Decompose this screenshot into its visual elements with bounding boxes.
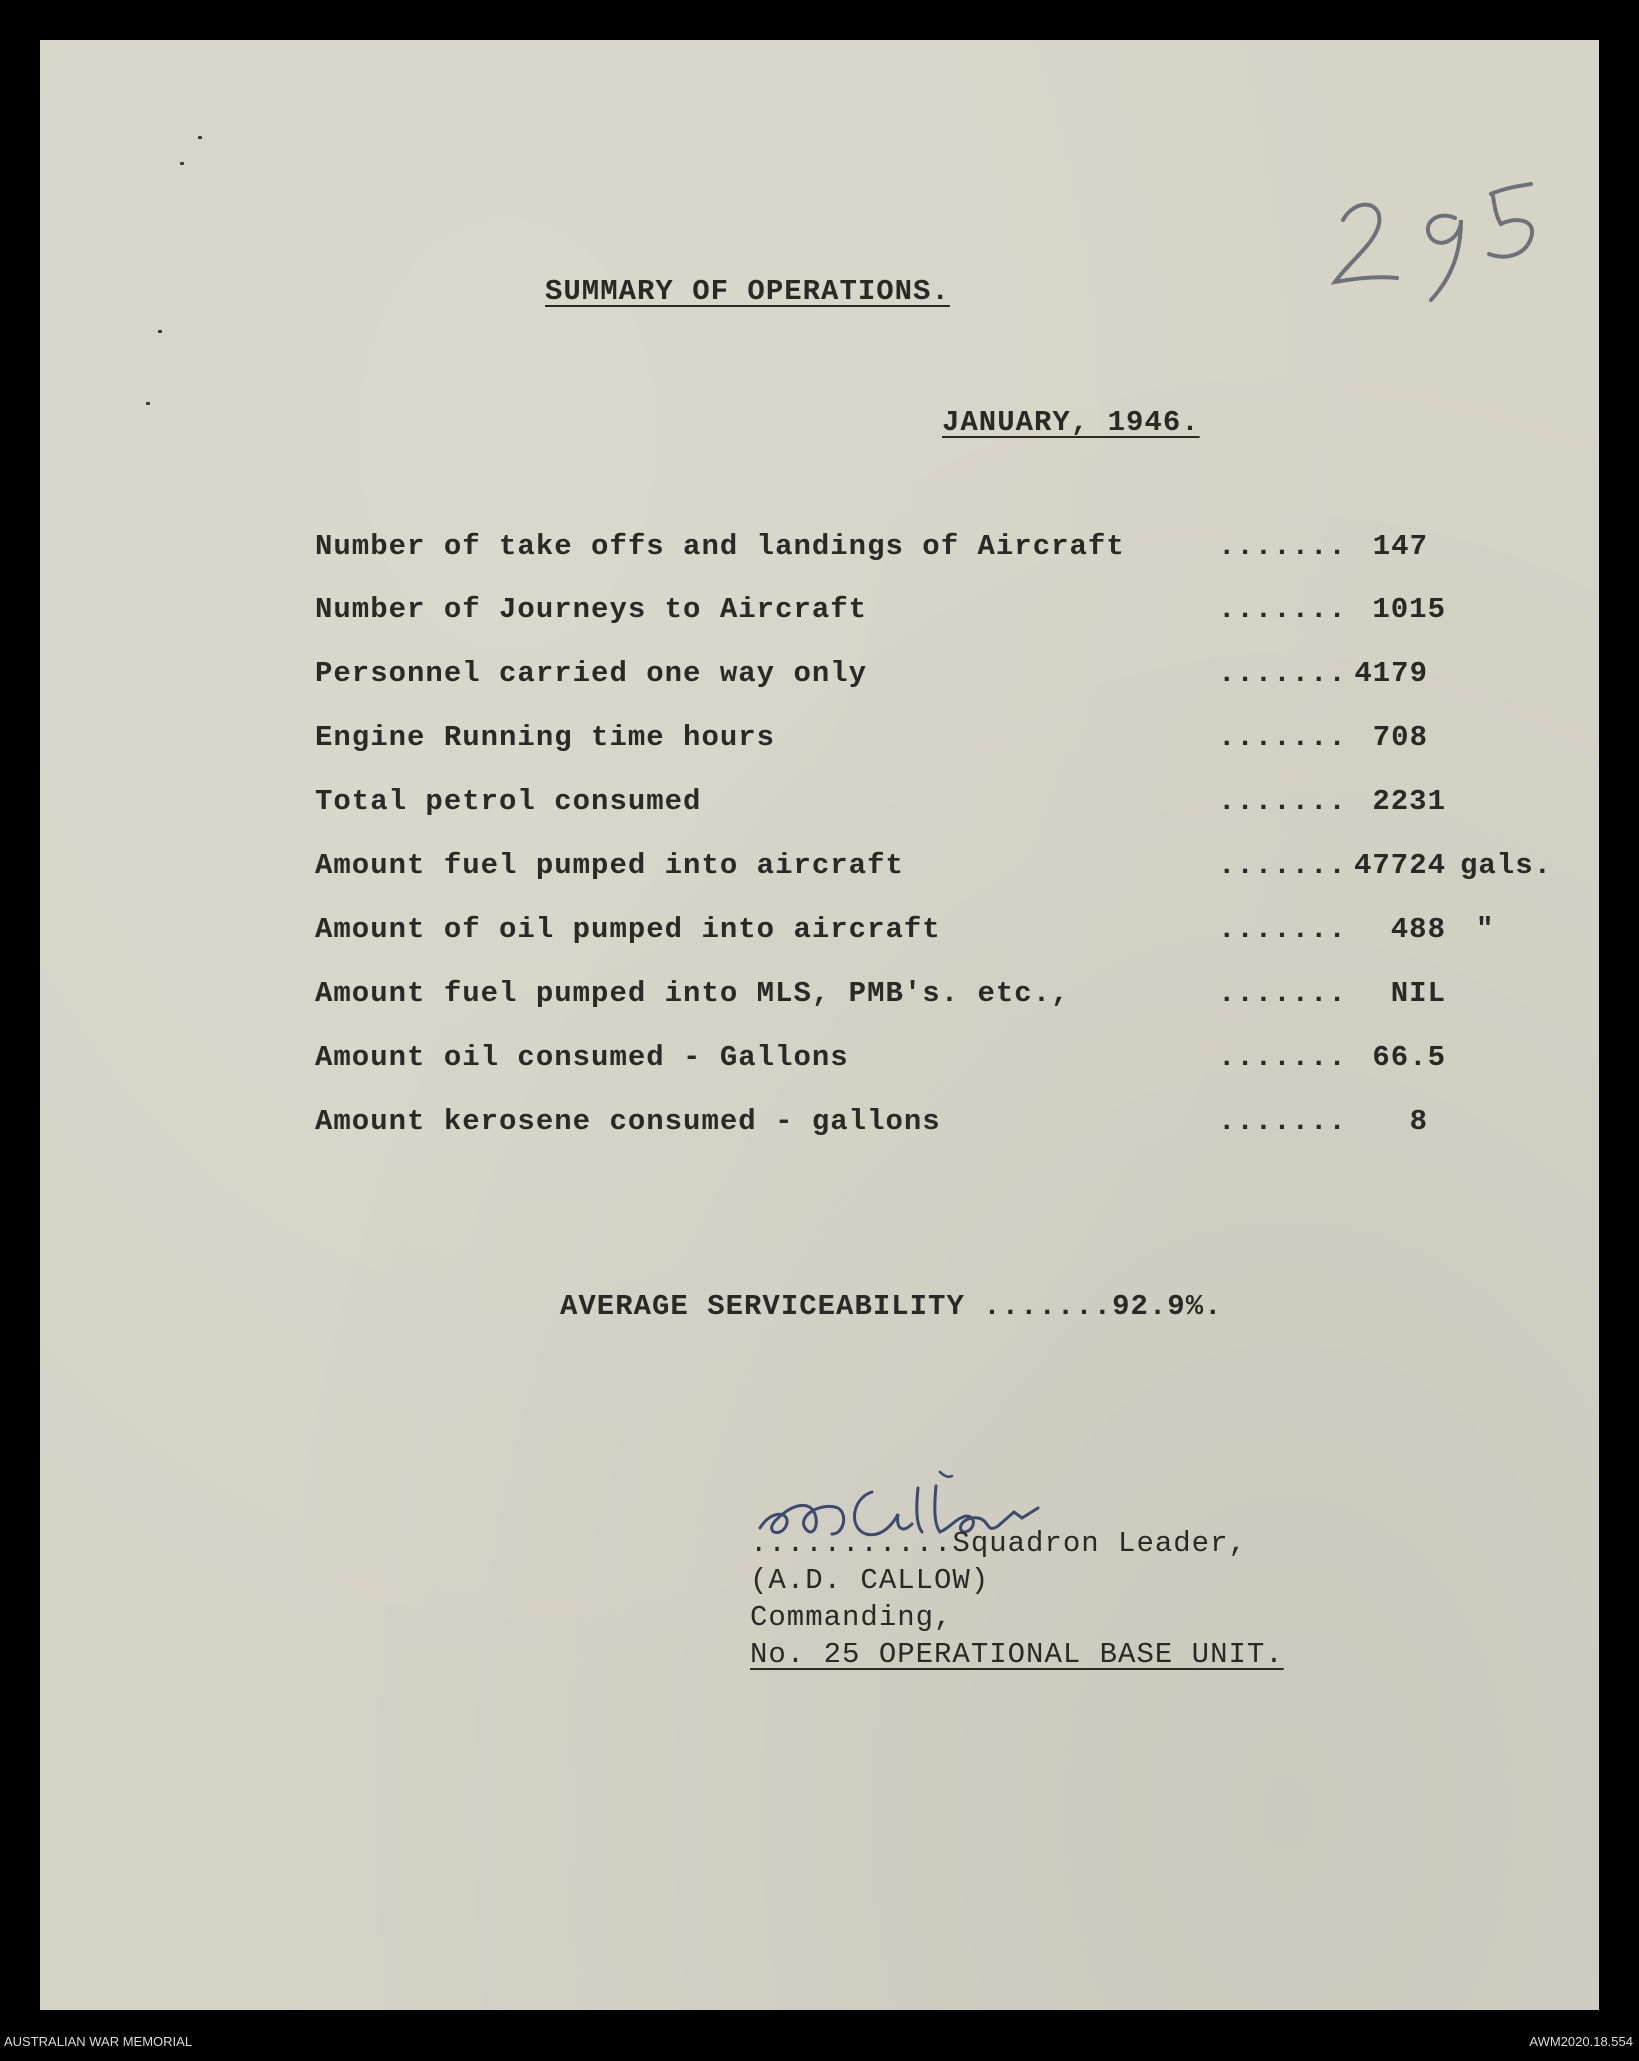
row-label: Total petrol consumed [315, 785, 702, 818]
row-unit: gals. [1460, 849, 1553, 882]
handwritten-folio-number [1305, 158, 1565, 308]
row-leader-dots: ....... [1218, 1105, 1347, 1138]
row-unit-ditto: " [1476, 913, 1495, 946]
document-title: SUMMARY OF OPERATIONS. [545, 275, 950, 308]
row-label: Amount oil consumed - Gallons [315, 1041, 849, 1074]
average-serviceability: AVERAGE SERVICEABILITY .......92.9%. [560, 1290, 1223, 1323]
row-label: Amount kerosene consumed - gallons [315, 1105, 941, 1138]
report-period: JANUARY, 1946. [942, 406, 1200, 439]
paper-speck [180, 162, 184, 165]
row-value: 8 [1409, 1105, 1428, 1138]
row-value: 488 [1390, 913, 1446, 946]
signatory-name: (A.D. CALLOW) [750, 1564, 990, 1597]
paper-speck [198, 136, 202, 139]
row-label: Engine Running time hours [315, 721, 776, 754]
row-value: 1015 [1372, 593, 1446, 626]
row-leader-dots: ....... [1218, 657, 1347, 690]
row-label: Amount of oil pumped into aircraft [315, 913, 941, 946]
row-value: 66.5 [1372, 1041, 1446, 1074]
row-label: Amount fuel pumped into MLS, PMB's. etc., [315, 977, 1070, 1010]
row-leader-dots: ....... [1218, 1041, 1347, 1074]
paper-speck [146, 402, 150, 405]
row-value: NIL [1390, 977, 1446, 1010]
signature-rank-line: ...........Squadron Leader, [750, 1527, 1247, 1560]
row-leader-dots: ....... [1218, 977, 1347, 1010]
row-leader-dots: ....... [1218, 849, 1347, 882]
row-leader-dots: ....... [1218, 530, 1347, 563]
row-leader-dots: ....... [1218, 785, 1347, 818]
row-label: Number of take offs and landings of Aircraft [315, 530, 1125, 563]
archive-footer-reference: AWM2020.18.554 [1529, 2034, 1633, 2049]
signatory-unit: No. 25 OPERATIONAL BASE UNIT. [750, 1638, 1284, 1671]
row-value: 708 [1372, 721, 1428, 754]
row-value: 4179 [1354, 657, 1428, 690]
row-label: Number of Journeys to Aircraft [315, 593, 868, 626]
row-value: 47724 [1353, 849, 1446, 882]
paper-speck [158, 330, 162, 333]
signatory-role: Commanding, [750, 1601, 953, 1634]
row-leader-dots: ....... [1218, 593, 1347, 626]
row-label: Personnel carried one way only [315, 657, 868, 690]
row-label: Amount fuel pumped into aircraft [315, 849, 904, 882]
document-page [40, 40, 1599, 2010]
row-leader-dots: ....... [1218, 913, 1347, 946]
row-leader-dots: ....... [1218, 721, 1347, 754]
row-value: 2231 [1372, 785, 1446, 818]
archive-footer-left: AUSTRALIAN WAR MEMORIAL [4, 2034, 193, 2049]
row-value: 147 [1372, 530, 1428, 563]
